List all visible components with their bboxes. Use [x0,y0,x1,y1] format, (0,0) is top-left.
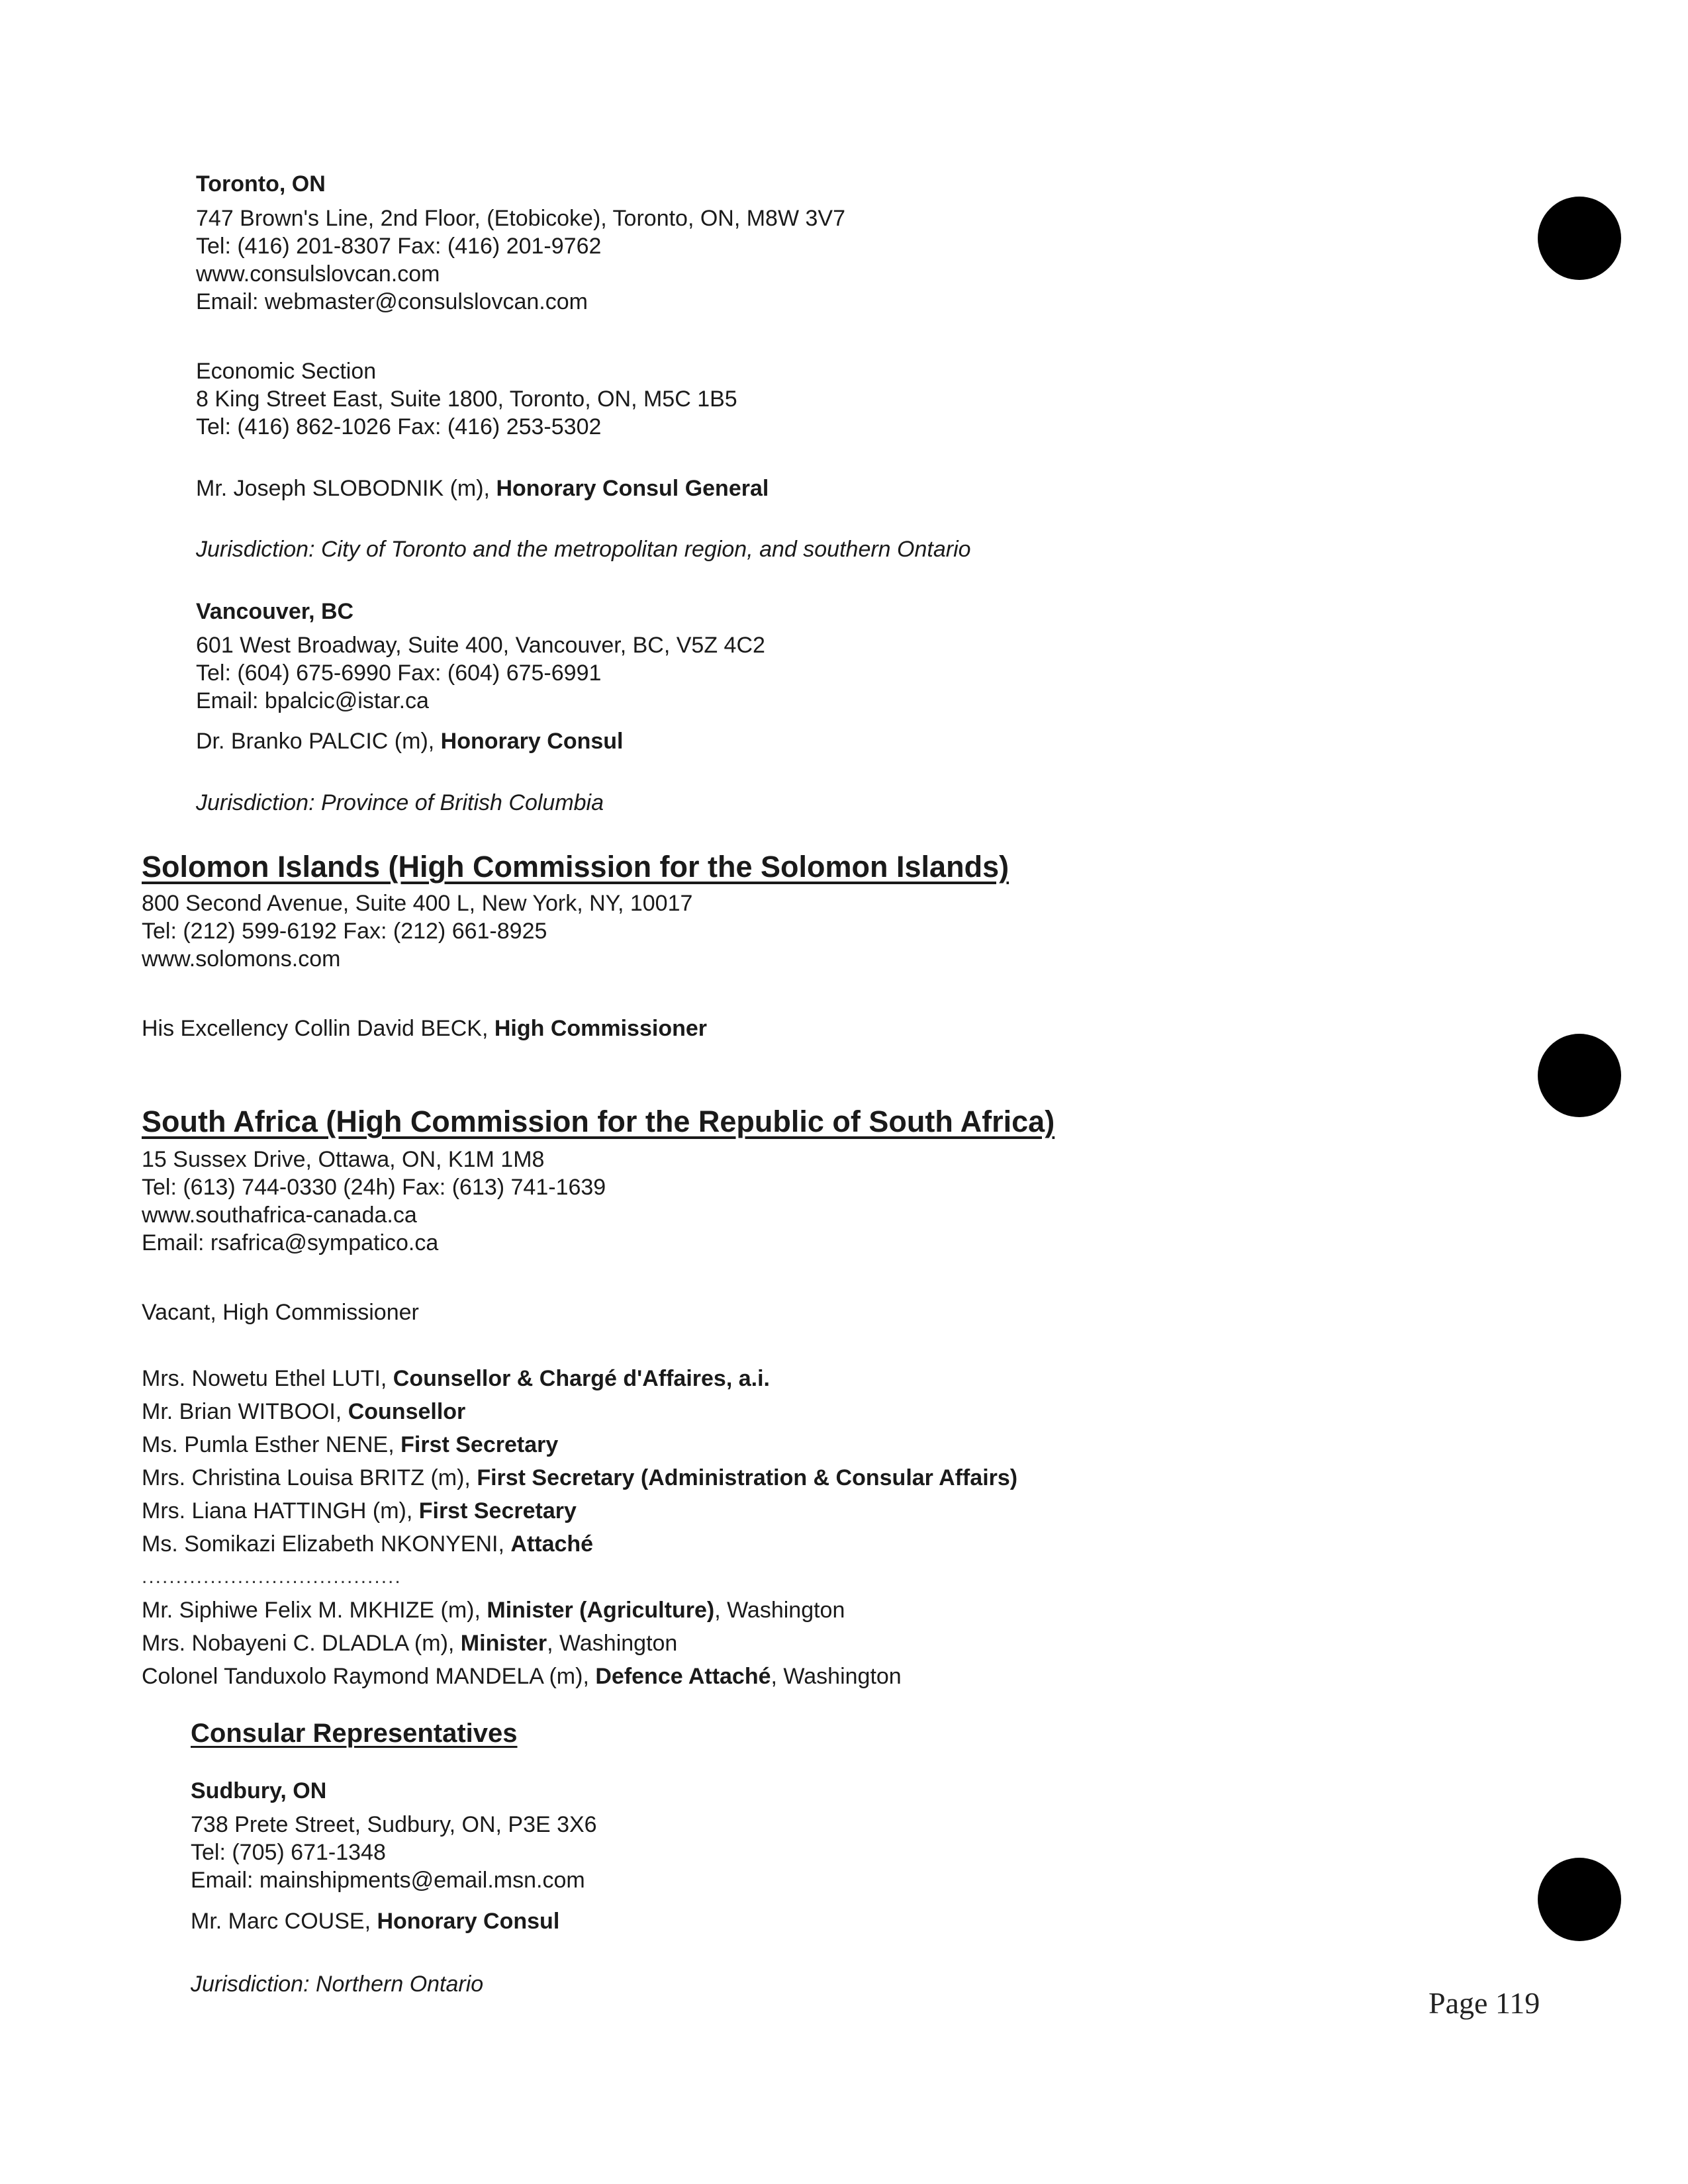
solomon-tel-fax: Tel: (212) 599-6192 Fax: (212) 661-8925 [142,919,547,944]
punch-hole-bottom [1538,1858,1621,1941]
sudbury-tel: Tel: (705) 671-1348 [191,1840,386,1865]
toronto-econ-address: 8 King Street East, Suite 1800, Toronto, ON, M5C 1B5 [196,387,737,412]
sudbury-consul [191,1908,559,1934]
sa-washington-suffix: , Washington [714,1598,845,1623]
sa-staff-row [142,1432,558,1458]
sa-staff-person: Mr. Brian WITBOOI, [142,1399,348,1424]
toronto-consul-person: Mr. Joseph SLOBODNIK (m), [196,476,496,501]
sa-staff-role: Counsellor & Chargé d'Affaires, a.i. [393,1366,770,1391]
sa-washington-person: Mr. Siphiwe Felix M. MKHIZE (m), [142,1598,487,1623]
sa-staff-role: First Secretary [400,1432,559,1457]
south-africa-heading: South Africa (High Commission for the Republic of South Africa) [142,1105,1055,1138]
sa-staff-role: Counsellor [348,1399,466,1424]
vancouver-address: 601 West Broadway, Suite 400, Vancouver, BC, V5Z 4C2 [196,633,765,658]
sudbury-jurisdiction-text: Northern Ontario [309,1972,484,1997]
south-africa-web[interactable]: www.southafrica-canada.ca [142,1203,417,1228]
toronto-address: 747 Brown's Line, 2nd Floor, (Etobicoke), Toronto, ON, M8W 3V7 [196,206,846,231]
solomon-commissioner [142,1015,707,1042]
sudbury-consul-person: Mr. Marc COUSE, [191,1909,377,1934]
toronto-tel-fax: Tel: (416) 201-8307 Fax: (416) 201-9762 [196,234,602,259]
solomon-address: 800 Second Avenue, Suite 400 L, New York, NY, 10017 [142,891,693,916]
solomon-web[interactable]: www.solomons.com [142,946,341,972]
sa-washington-person: Colonel Tanduxolo Raymond MANDELA (m), [142,1664,596,1689]
toronto-jurisdiction-text: City of Toronto and the metropolitan region, and southern Ontario [314,537,971,562]
vancouver-tel-fax: Tel: (604) 675-6990 Fax: (604) 675-6991 [196,660,602,686]
solomon-person: His Excellency Collin David BECK, [142,1016,494,1041]
solomon-heading: Solomon Islands (High Commission for the Solomon Islands) [142,850,1009,884]
south-africa-tel-fax: Tel: (613) 744-0330 (24h) Fax: (613) 741-1639 [142,1175,606,1200]
sa-washington-person: Mrs. Nobayeni C. DLADLA (m), [142,1631,461,1656]
sa-washington-suffix: , Washington [771,1664,902,1689]
south-africa-address: 15 Sussex Drive, Ottawa, ON, K1M 1M8 [142,1147,545,1172]
sa-washington-row [142,1597,845,1623]
toronto-econ-tel-fax: Tel: (416) 862-1026 Fax: (416) 253-5302 [196,414,602,439]
sa-staff-role: First Secretary [418,1498,577,1524]
sa-staff-person: Mrs. Liana HATTINGH (m), [142,1498,419,1524]
sudbury-jurisdiction-label: Jurisdiction: [191,1972,310,1997]
sa-washington-role: Defence Attaché [595,1664,771,1689]
sa-washington-role: Minister [460,1631,547,1656]
sa-staff-role: Attaché [510,1531,594,1557]
sa-staff-row [142,1498,577,1524]
sa-staff-person: Mrs. Nowetu Ethel LUTI, [142,1366,393,1391]
vancouver-consul [196,728,623,754]
toronto-city: Toronto, ON [196,171,326,197]
sudbury-email[interactable]: Email: mainshipments@email.msn.com [191,1868,585,1893]
sudbury-consul-role: Honorary Consul [377,1909,560,1934]
solomon-role: High Commissioner [494,1016,708,1041]
sudbury-city: Sudbury, ON [191,1778,327,1803]
sa-washington-role: Minister (Agriculture) [487,1598,715,1623]
toronto-jurisdiction-label: Jurisdiction: [196,537,315,562]
sa-washington-suffix: , Washington [547,1631,678,1656]
sa-washington-row [142,1663,902,1690]
sa-staff-person: Ms. Pumla Esther NENE, [142,1432,401,1457]
sa-staff-person: Ms. Somikazi Elizabeth NKONYENI, [142,1531,511,1557]
vancouver-consul-role: Honorary Consul [440,729,624,754]
south-africa-vacant: Vacant, High Commissioner [142,1300,419,1325]
sa-staff-row [142,1465,1017,1491]
sa-staff-person: Mrs. Christina Louisa BRITZ (m), [142,1465,477,1490]
punch-hole-middle [1538,1034,1621,1117]
toronto-web[interactable]: www.consulslovcan.com [196,261,440,287]
dotted-separator: ...................................... [142,1566,402,1588]
toronto-consul-role: Honorary Consul General [496,476,769,501]
sa-staff-row [142,1531,593,1557]
south-africa-email[interactable]: Email: rsafrica@sympatico.ca [142,1230,439,1255]
punch-hole-top [1538,197,1621,280]
vancouver-consul-person: Dr. Branko PALCIC (m), [196,729,441,754]
consular-representatives-heading: Consular Representatives [191,1719,518,1748]
vancouver-email[interactable]: Email: bpalcic@istar.ca [196,688,429,713]
vancouver-jurisdiction-label: Jurisdiction: [196,790,315,815]
sudbury-jurisdiction [191,1971,483,1997]
sudbury-address: 738 Prete Street, Sudbury, ON, P3E 3X6 [191,1812,597,1837]
sa-staff-role: First Secretary (Administration & Consular Affairs) [477,1465,1018,1490]
toronto-econ-title: Economic Section [196,359,377,384]
sa-staff-row [142,1398,465,1425]
vancouver-jurisdiction [196,790,604,816]
toronto-consul [196,475,769,502]
toronto-jurisdiction [196,536,971,563]
vancouver-city: Vancouver, BC [196,599,354,624]
page-number: Page 119 [1429,1986,1540,2020]
sa-staff-row [142,1365,770,1392]
toronto-email[interactable]: Email: webmaster@consulslovcan.com [196,289,588,314]
sa-washington-row [142,1630,677,1657]
vancouver-jurisdiction-text: Province of British Columbia [314,790,604,815]
